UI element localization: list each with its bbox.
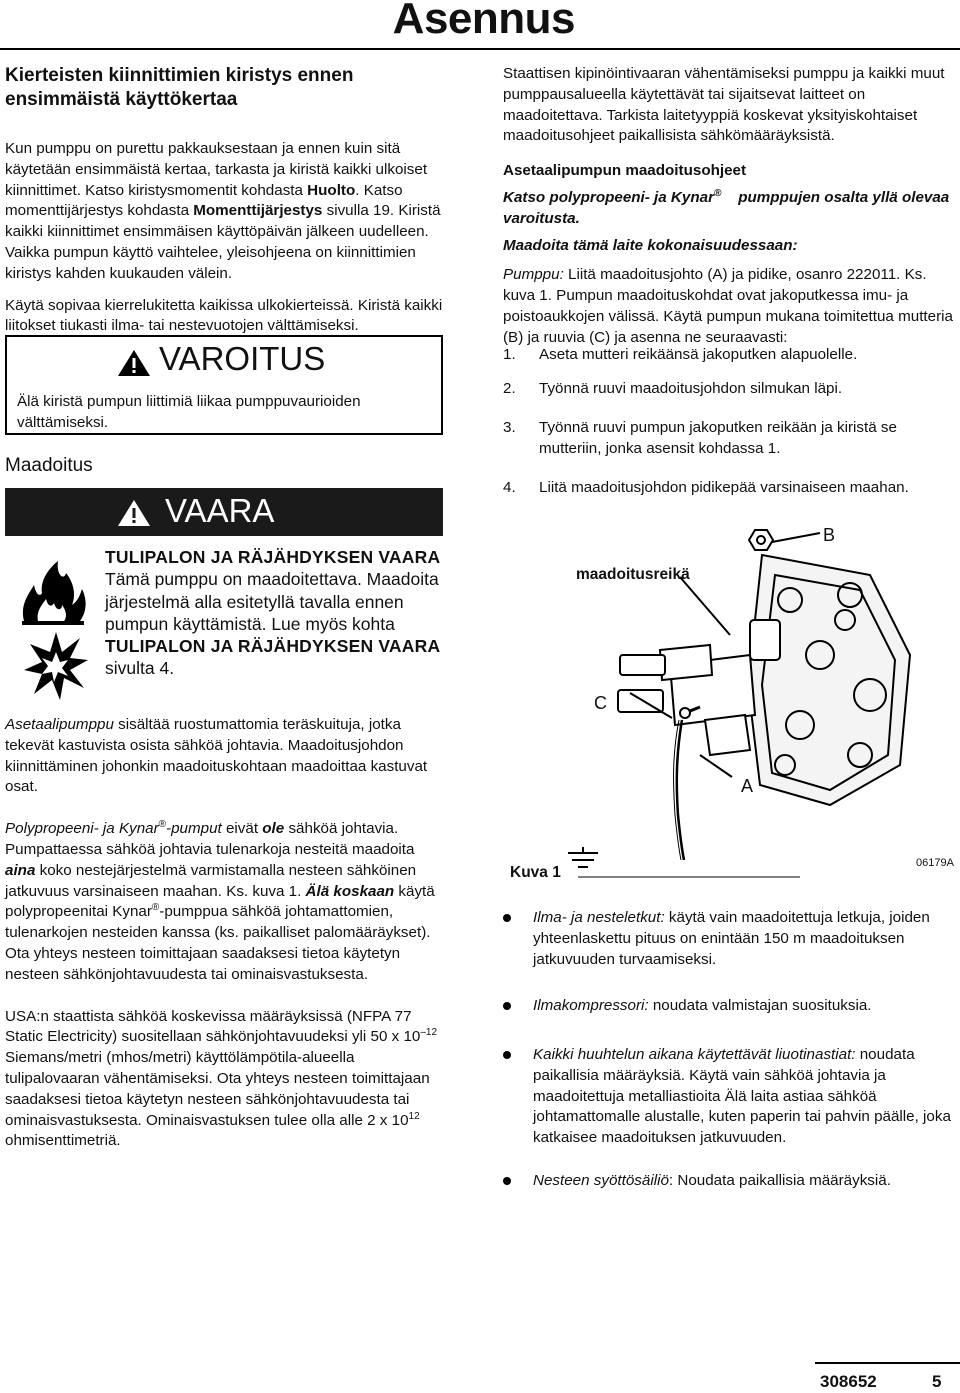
see-warning-note: Katso polypropeeni- ja Kynar® pumppujen osalta yllä olevaa varoitusta. xyxy=(503,187,950,227)
page-title: Asennus xyxy=(392,0,575,43)
grounding-figure xyxy=(500,515,960,890)
warning-title: VAROITUS xyxy=(159,340,326,377)
figure-code: 06179A xyxy=(916,857,954,869)
fastener-section xyxy=(5,64,445,337)
warning-text: Älä kiristä pumpun liittimiä liikaa pumppuvaurioiden välttämiseksi. xyxy=(17,393,361,431)
fastener-paragraph: Kun pumppu on purettu pakkauksestaan ja ennen kuin sitä käytetään ensimmäistä kertaa, tarkasta ja kiristä kaikki ulkoiset kiinnittimet. Katso kiristysmomentit kohdasta Huolto. Katso momenttijärjestys kohdasta Momenttijärjestys sivulla 19. Kiristä kaikki kiinnittimet ensimmäisen käyttöpäivän jälkeen uudelleen. Vaikka pumpun käyttö vaihtelee, yleisohjeena on kiinnittimien kiristys kahden kuukauden välein. xyxy=(5,140,441,282)
intro-paragraph: Staattisen kipinöintivaaran vähentämiseksi pumppu ja kaikki muut pumppausalueella käytettävät tai sijaitsevat laitteet on maadoitettava. Tarkista laitetyyppiä koskevat yksityiskohtaiset maadoitusohjeet paikallisista sähkömääräyksistä. xyxy=(503,65,945,145)
header-rule xyxy=(0,48,960,50)
polypropylene-paragraph: Polypropeeni- ja Kynar®-pumput eivät ole sähköä johtavia. Pumpattaessa sähköä johtavia tulenarkoja nesteitä maadoita aina koko nestejärjestelmä varmistamalla nesteen sähköinen jatkuvuus varsinaiseen maahan. Ks. kuva 1. Älä koskaan käytä polypropeenitai Kynar®-pumppua sähköä johtamattomien, tulenarkojen nesteiden kanssa (ks. paikalliset palomääräykset). Ota yhteys nesteen toimittajaan saadaksesi tietoa käytetyn nesteen sähkönjohtavuudesta tai ominaisvastuksesta. xyxy=(5,819,435,983)
pump-paragraph: Pumppu: Liitä maadoitusjohto (A) ja pidike, osanro 222011. Ks. kuva 1. Pumpun maadoituskohdat ovat jakoputkessa imu- ja poistoaukkojen välissä. Käytä pumpun mukana toimitettua mutteria (B) ja ruuvia (C) ja asenna ne seuraavasti: xyxy=(503,266,953,346)
danger-title: VAARA xyxy=(165,492,275,529)
bullet-icon xyxy=(503,1051,511,1059)
figure-label-c: C xyxy=(594,693,607,713)
figure-label-a: A xyxy=(741,776,754,796)
document-number: 308652 xyxy=(820,1372,877,1391)
section-heading-fasteners: Kierteisten kiinnittimien kiristys ennen ensimmäistä käyttökertaa xyxy=(5,65,354,110)
grounding-instructions xyxy=(503,64,953,349)
fire-hazard-text: TULIPALON JA RÄJÄHDYKSEN VAARA Tämä pumppu on maadoitettava. Maadoita järjestelmä alla esitetyllä tavalla ennen pumpun käyttämistä. Lue myös kohta TULIPALON JA RÄJÄHDYKSEN VAARA sivulta 4. xyxy=(105,546,445,680)
figure-label-b: B xyxy=(823,525,836,545)
danger-bar xyxy=(5,488,443,536)
bullet-icon xyxy=(503,914,511,922)
section-heading-grounding: Maadoitus xyxy=(5,455,93,476)
warning-triangle-icon xyxy=(117,499,151,527)
bullet-icon xyxy=(503,1002,511,1010)
warning-box xyxy=(5,335,443,435)
figure-label-hole: maadoitusreikä xyxy=(576,566,690,583)
acetal-paragraph: Asetaalipumppu sisältää ruostumattomia teräskuituja, jotka tekevät kastuvista osista sähköä johtavia. Maadoitusjohdon kiinnittäminen johonkin maadoituskohtaan maadoittaa kastuvat osat. xyxy=(5,716,428,796)
footer-rule xyxy=(815,1362,960,1364)
explosion-icon xyxy=(22,630,90,702)
page-number: 5 xyxy=(932,1372,942,1391)
fire-hazard-heading: TULIPALON JA RÄJÄHDYKSEN VAARA xyxy=(105,547,441,567)
bullet-icon xyxy=(503,1177,511,1185)
ground-all-note: Maadoita tämä laite kokonaisuudessaan: xyxy=(503,236,798,254)
nfpa-paragraph: USA:n staattista sähköä koskevissa määräyksissä (NFPA 77 Static Electricity) suositellaan sähkönjohtavuudeksi yli 50 x $10^{-12}$ Siemans/metri (mhos/metri) käyttölämpötila-alueella tulipalovaaran vähentämiseksi. Ota yhteys nesteen toimittajaan saadaksesi tietoa käytetyn nesteen sähkönjohtavuudesta tai ominaisvastuksesta. Ominaisvastuksen tulee olla alle 2 x $10^{12}$ ohmisenttimetriä. xyxy=(5,1007,438,1150)
fire-icon xyxy=(18,555,90,627)
figure-caption: Kuva 1 xyxy=(510,864,561,881)
warning-triangle-icon xyxy=(117,349,151,377)
grounding-text xyxy=(5,715,445,1152)
acetal-grounding-heading: Asetaalipumpun maadoitusohjeet xyxy=(503,162,747,180)
thread-locker-paragraph: Käytä sopivaa kierrelukitetta kaikissa ulkokierteissä. Kiristä kaikki liitokset tiukasti ilma- tai nestevuotojen välttämiseksi. xyxy=(5,296,443,335)
